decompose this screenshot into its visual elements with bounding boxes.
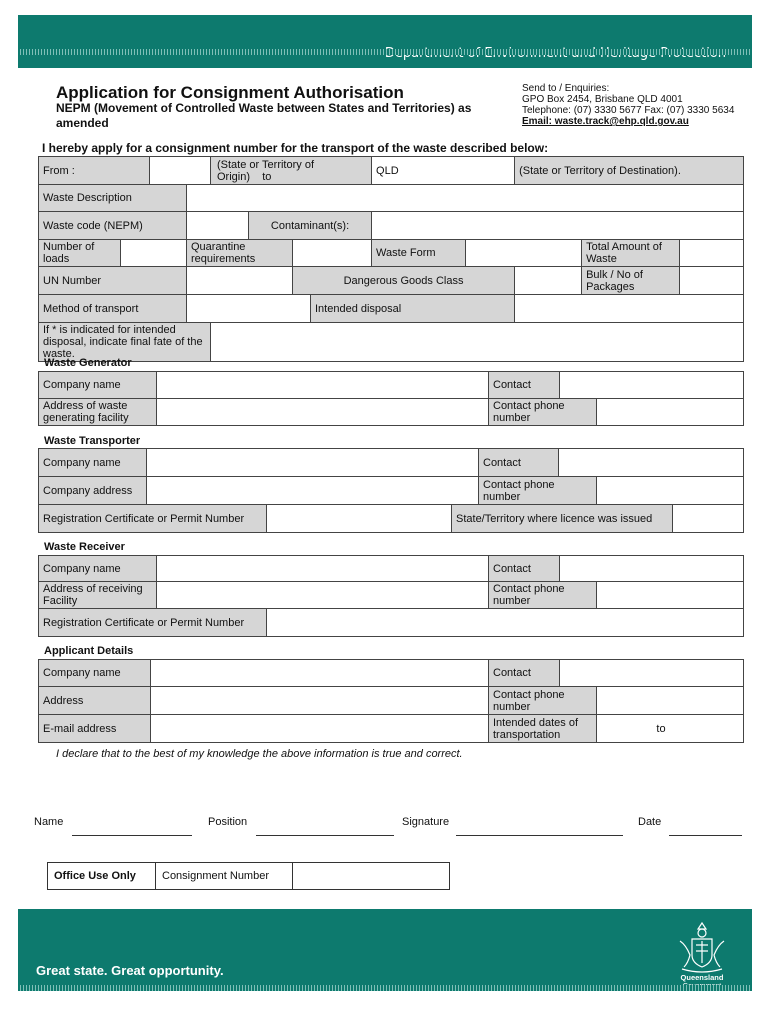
signature-label: Signature [402,816,450,828]
transporter-phone-label: Contact phone number [479,477,597,505]
receiver-phone-input[interactable] [597,582,744,609]
generator-company-input[interactable] [157,372,489,399]
contaminants-label: Contaminant(s): [249,212,372,240]
applicant-contact-input[interactable] [560,660,744,687]
un-number-label: UN Number [39,267,187,295]
receiver-contact-label: Contact [489,556,560,582]
transporter-phone-input[interactable] [597,477,744,505]
send-to-phone: Telephone: (07) 3330 5677 Fax: (07) 3330 5634 [522,105,735,116]
total-amount-input[interactable] [680,240,744,267]
receiver-company-label: Company name [39,556,157,582]
total-amount-label: Total Amount of Waste [582,240,680,267]
footer-stripe [18,985,752,991]
transporter-registration-input[interactable] [267,505,452,533]
final-fate-input[interactable] [211,323,744,362]
generator-contact-input[interactable] [560,372,744,399]
transporter-contact-label: Contact [479,449,559,477]
generator-table [38,371,744,426]
intro-statement: I hereby apply for a consignment number for the transport of the waste described below: [42,141,549,155]
applicant-phone-label: Contact phone number [489,687,597,715]
dangerous-goods-input[interactable] [515,267,582,295]
applicant-company-label: Company name [39,660,151,687]
dangerous-goods-label: Dangerous Goods Class [293,267,515,295]
number-of-loads-label: Number of loads [39,240,121,267]
generator-phone-input[interactable] [597,399,744,426]
waste-code-input[interactable] [187,212,249,240]
position-line[interactable] [256,835,394,836]
receiver-registration-label: Registration Certificate or Permit Number [39,609,267,637]
quarantine-label: Quarantine requirements [187,240,293,267]
name-line[interactable] [72,835,192,836]
generator-phone-label: Contact phone number [489,399,597,426]
waste-form-label: Waste Form [372,240,466,267]
generator-heading: Waste Generator [44,357,132,369]
transport-method-label: Method of transport [39,295,187,323]
intended-disposal-label: Intended disposal [311,295,515,323]
to-label: to [262,170,272,183]
number-of-loads-input[interactable] [121,240,187,267]
transporter-heading: Waste Transporter [44,435,141,447]
queensland-crest-icon [672,919,732,991]
from-label: From : [39,157,150,185]
waste-form-input[interactable] [466,240,582,267]
from-origin-input[interactable] [150,157,211,185]
generator-address-label: Address of waste generating facility [39,399,157,426]
signature-line[interactable] [456,835,623,836]
date-label: Date [638,816,662,828]
consignment-number-label: Consignment Number [156,863,293,890]
transporter-table [38,448,744,533]
applicant-table [38,659,744,743]
send-to-label: Send to / Enquiries: [522,83,610,94]
transporter-registration-label: Registration Certificate or Permit Number [39,505,267,533]
intended-disposal-input[interactable] [515,295,744,323]
form-subtitle: NEPM (Movement of Controlled Waste between States and Territories) as amended [56,101,472,130]
applicant-email-label: E-mail address [39,715,151,743]
origin-label-cell [211,157,372,185]
receiver-table [38,555,744,637]
transporter-contact-input[interactable] [559,449,744,477]
applicant-address-label: Address [39,687,151,715]
transporter-address-input[interactable] [147,477,479,505]
generator-contact-label: Contact [489,372,560,399]
form-title: Application for Consignment Authorisation [56,83,404,102]
generator-address-input[interactable] [157,399,489,426]
consignment-number-input[interactable] [293,863,450,890]
name-label: Name [34,816,64,828]
generator-company-label: Company name [39,372,157,399]
destination-input[interactable]: QLD [372,157,515,185]
office-use-table [47,862,450,890]
applicant-heading: Applicant Details [44,645,134,657]
licence-state-label: State/Territory where licence was issued [452,505,673,533]
receiver-contact-input[interactable] [560,556,744,582]
licence-state-input[interactable] [673,505,744,533]
applicant-address-input[interactable] [151,687,489,715]
transport-dates-input[interactable]: to [597,715,744,743]
header-stripe [18,49,752,55]
applicant-email-input[interactable] [151,715,489,743]
origin-label: (State or Territory of Origin) [217,158,314,183]
waste-details-table [38,156,744,362]
transporter-company-label: Company name [39,449,147,477]
header-banner [18,15,752,68]
transporter-address-label: Company address [39,477,147,505]
applicant-contact-label: Contact [489,660,560,687]
office-use-label: Office Use Only [48,863,156,890]
send-to-email[interactable]: Email: waste.track@ehp.qld.gov.au [522,116,689,127]
transporter-company-input[interactable] [147,449,479,477]
receiver-registration-input[interactable] [267,609,744,637]
receiver-address-input[interactable] [157,582,489,609]
footer-slogan: Great state. Great opportunity. [36,963,224,978]
applicant-company-input[interactable] [151,660,489,687]
un-number-input[interactable] [187,267,293,295]
bulk-packages-label: Bulk / No of Packages [582,267,680,295]
receiver-address-label: Address of receiving Facility [39,582,157,609]
transport-dates-label: Intended dates of transportation [489,715,597,743]
logo-queensland: Queensland [680,973,724,982]
waste-description-label: Waste Description [39,185,187,212]
send-to-block [522,83,734,127]
date-line[interactable] [669,835,742,836]
destination-label: (State or Territory of Destination). [515,157,744,185]
footer-banner [18,909,752,987]
bulk-packages-input[interactable] [680,267,744,295]
quarantine-input[interactable] [293,240,372,267]
final-fate-label: If * is indicated for intended disposal, indicate final fate of the waste. [39,323,211,362]
contaminants-input[interactable] [372,212,744,240]
receiver-company-input[interactable] [157,556,489,582]
position-label: Position [208,816,248,828]
declaration: I declare that to the best of my knowledge the above information is true and correct. [56,748,463,760]
applicant-phone-input[interactable] [597,687,744,715]
waste-code-label: Waste code (NEPM) [39,212,187,240]
receiver-heading: Waste Receiver [44,541,125,553]
receiver-phone-label: Contact phone number [489,582,597,609]
waste-description-input[interactable] [187,185,744,212]
send-to-address: GPO Box 2454, Brisbane QLD 4001 [522,94,683,105]
transport-method-input[interactable] [187,295,311,323]
